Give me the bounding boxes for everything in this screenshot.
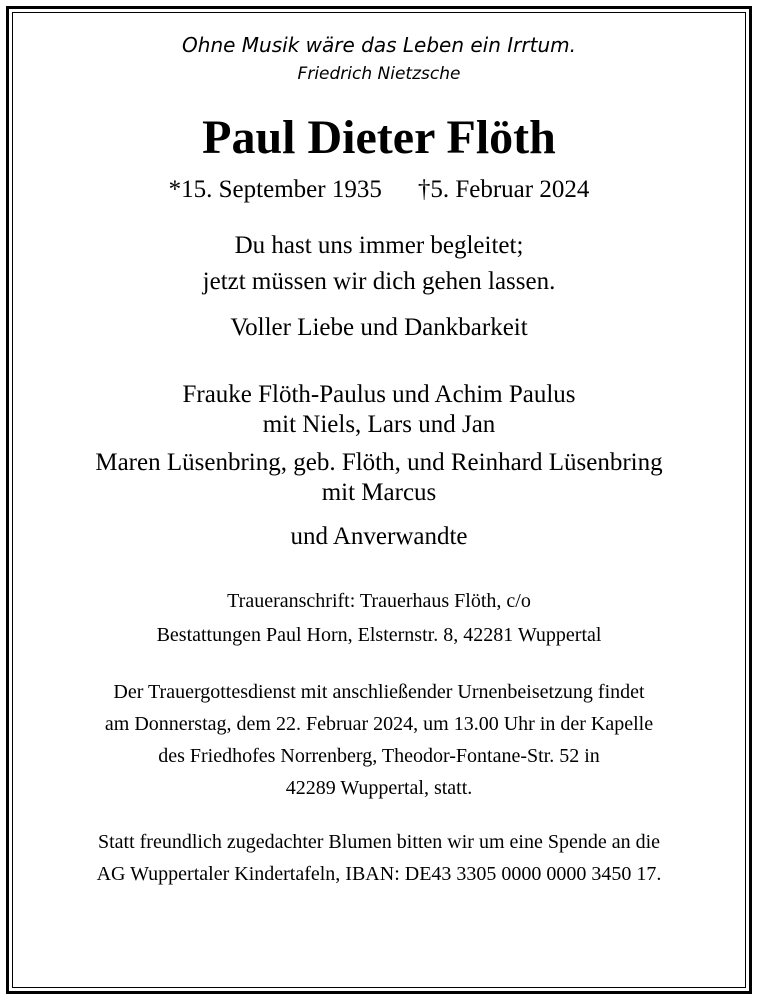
verse-line: Du hast uns immer begleitet; xyxy=(234,232,524,259)
service-line: Der Trauergottesdienst mit anschließender Urnenbeisetzung findet xyxy=(113,681,645,703)
service-line: des Friedhofes Norrenberg, Theodor-Fontane-Str. 52 in xyxy=(158,745,600,767)
address-line: Bestattungen Paul Horn, Elsternstr. 8, 42281 Wuppertal xyxy=(156,624,602,646)
birth-date: *15. September 1935 xyxy=(168,176,382,203)
service-line: am Donnerstag, dem 22. Februar 2024, um 13.00 Uhr in der Kapelle xyxy=(104,713,654,735)
family-group-2 xyxy=(16,448,742,508)
obituary-notice xyxy=(16,16,742,890)
verse xyxy=(16,228,742,300)
death-date: †5. Februar 2024 xyxy=(417,176,590,203)
donation-line: AG Wuppertaler Kindertafeln, IBAN: DE43 3305 0000 0000 3450 17. xyxy=(96,863,662,885)
deceased-name: Paul Dieter Flöth xyxy=(202,111,556,164)
family-children: mit Marcus xyxy=(321,479,437,506)
family-names: Maren Lüsenbring, geb. Flöth, und Reinhard Lüsenbring xyxy=(95,449,663,476)
relatives-line: und Anverwandte xyxy=(290,523,468,550)
life-dates xyxy=(16,174,742,206)
motto-quote: Ohne Musik wäre das Leben ein Irrtum. xyxy=(182,33,576,57)
donation-line: Statt freundlich zugedachter Blumen bitten wir um eine Spende an die xyxy=(97,831,661,853)
family-names: Frauke Flöth-Paulus und Achim Paulus xyxy=(182,381,576,408)
motto-author: Friedrich Nietzsche xyxy=(297,64,461,84)
address-line: Traueranschrift: Trauerhaus Flöth, c/o xyxy=(227,590,531,612)
donation-info xyxy=(16,826,742,890)
thanks-line: Voller Liebe und Dankbarkeit xyxy=(230,314,528,341)
mourning-address xyxy=(16,584,742,652)
family-group-1 xyxy=(16,380,742,440)
verse-line: jetzt müssen wir dich gehen lassen. xyxy=(202,268,556,295)
family-children: mit Niels, Lars und Jan xyxy=(262,411,496,438)
service-info xyxy=(16,676,742,804)
service-line: 42289 Wuppertal, statt. xyxy=(285,777,473,799)
